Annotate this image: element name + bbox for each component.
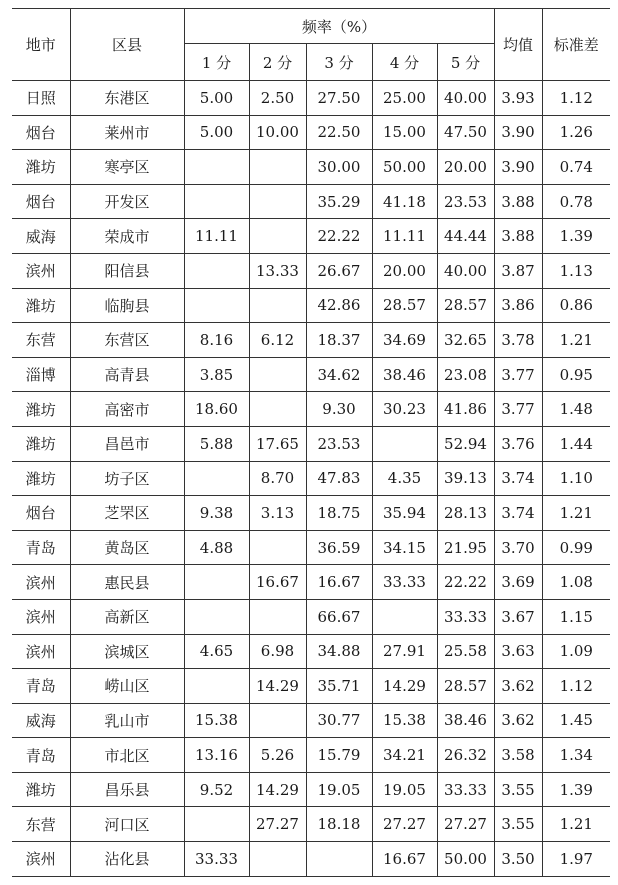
- cell-city: 潍坊: [12, 392, 70, 427]
- cell-mean: 3.90: [494, 115, 542, 150]
- cell-city: 滨州: [12, 565, 70, 600]
- cell-freq-3: 35.71: [306, 669, 372, 704]
- cell-freq-5: 50.00: [437, 842, 494, 877]
- cell-freq-4: 28.57: [372, 288, 437, 323]
- table-row: [12, 807, 610, 842]
- cell-freq-3: 9.30: [306, 392, 372, 427]
- cell-freq-5: 28.57: [437, 288, 494, 323]
- cell-freq-2: 10.00: [249, 115, 306, 150]
- cell-district: 阳信县: [70, 253, 184, 288]
- cell-sd: 1.34: [542, 738, 610, 773]
- header-score-3: 3 分: [306, 44, 372, 81]
- header-score-2: 2 分: [249, 44, 306, 81]
- cell-freq-5: 33.33: [437, 772, 494, 807]
- table-row: [12, 772, 610, 807]
- cell-sd: 1.26: [542, 115, 610, 150]
- cell-city: 威海: [12, 703, 70, 738]
- header-city: 地市: [12, 9, 70, 81]
- cell-freq-5: 33.33: [437, 599, 494, 634]
- cell-district: 东港区: [70, 81, 184, 116]
- cell-city: 烟台: [12, 496, 70, 531]
- cell-sd: 1.12: [542, 81, 610, 116]
- cell-freq-5: 26.32: [437, 738, 494, 773]
- cell-freq-2: 3.13: [249, 496, 306, 531]
- cell-mean: 3.76: [494, 426, 542, 461]
- cell-mean: 3.50: [494, 842, 542, 877]
- cell-freq-4: 20.00: [372, 253, 437, 288]
- header-district: 区县: [70, 9, 184, 81]
- cell-freq-2: [249, 842, 306, 877]
- header-score-1: 1 分: [184, 44, 249, 81]
- cell-freq-2: 16.67: [249, 565, 306, 600]
- cell-freq-5: 23.53: [437, 184, 494, 219]
- cell-district: 昌乐县: [70, 772, 184, 807]
- cell-freq-4: [372, 599, 437, 634]
- cell-freq-1: [184, 288, 249, 323]
- cell-mean: 3.93: [494, 81, 542, 116]
- cell-freq-5: 25.58: [437, 634, 494, 669]
- cell-freq-3: 18.75: [306, 496, 372, 531]
- cell-freq-3: 27.50: [306, 81, 372, 116]
- table-row: [12, 357, 610, 392]
- cell-city: 东营: [12, 807, 70, 842]
- cell-freq-3: 47.83: [306, 461, 372, 496]
- cell-freq-4: 34.15: [372, 530, 437, 565]
- cell-freq-1: 9.52: [184, 772, 249, 807]
- cell-sd: 1.13: [542, 253, 610, 288]
- cell-freq-3: 18.18: [306, 807, 372, 842]
- cell-freq-4: 35.94: [372, 496, 437, 531]
- cell-city: 滨州: [12, 253, 70, 288]
- table-row: [12, 426, 610, 461]
- header-mean: 均值: [494, 9, 542, 81]
- table-header: [12, 9, 610, 81]
- cell-district: 坊子区: [70, 461, 184, 496]
- cell-freq-3: 34.62: [306, 357, 372, 392]
- cell-sd: 1.45: [542, 703, 610, 738]
- cell-district: 崂山区: [70, 669, 184, 704]
- cell-city: 青岛: [12, 738, 70, 773]
- cell-freq-1: [184, 669, 249, 704]
- cell-city: 烟台: [12, 115, 70, 150]
- cell-freq-4: 11.11: [372, 219, 437, 254]
- cell-freq-3: 18.37: [306, 323, 372, 358]
- cell-freq-5: 27.27: [437, 807, 494, 842]
- cell-freq-2: 5.26: [249, 738, 306, 773]
- cell-freq-1: 4.65: [184, 634, 249, 669]
- cell-freq-4: 34.69: [372, 323, 437, 358]
- cell-freq-4: 25.00: [372, 81, 437, 116]
- cell-mean: 3.62: [494, 669, 542, 704]
- cell-district: 沾化县: [70, 842, 184, 877]
- cell-district: 高新区: [70, 599, 184, 634]
- cell-freq-3: 36.59: [306, 530, 372, 565]
- cell-freq-2: 14.29: [249, 772, 306, 807]
- cell-sd: 1.97: [542, 842, 610, 877]
- table-row: [12, 738, 610, 773]
- cell-city: 东营: [12, 323, 70, 358]
- cell-sd: 0.86: [542, 288, 610, 323]
- cell-freq-4: 38.46: [372, 357, 437, 392]
- cell-freq-1: 5.00: [184, 81, 249, 116]
- table-row: [12, 392, 610, 427]
- cell-freq-1: [184, 599, 249, 634]
- cell-freq-1: 11.11: [184, 219, 249, 254]
- cell-city: 滨州: [12, 842, 70, 877]
- cell-freq-1: 9.38: [184, 496, 249, 531]
- cell-freq-2: [249, 599, 306, 634]
- cell-freq-2: 13.33: [249, 253, 306, 288]
- table-row: [12, 184, 610, 219]
- cell-district: 东营区: [70, 323, 184, 358]
- cell-freq-2: [249, 288, 306, 323]
- cell-freq-5: 41.86: [437, 392, 494, 427]
- cell-freq-1: [184, 253, 249, 288]
- cell-city: 烟台: [12, 184, 70, 219]
- cell-city: 淄博: [12, 357, 70, 392]
- cell-district: 滨城区: [70, 634, 184, 669]
- frequency-table: [12, 8, 610, 877]
- cell-freq-5: 39.13: [437, 461, 494, 496]
- cell-mean: 3.69: [494, 565, 542, 600]
- cell-freq-2: 17.65: [249, 426, 306, 461]
- cell-district: 黄岛区: [70, 530, 184, 565]
- cell-city: 青岛: [12, 530, 70, 565]
- cell-sd: 1.39: [542, 772, 610, 807]
- table-row: [12, 599, 610, 634]
- cell-sd: 1.09: [542, 634, 610, 669]
- cell-sd: 1.08: [542, 565, 610, 600]
- table-row: [12, 81, 610, 116]
- cell-district: 芝罘区: [70, 496, 184, 531]
- cell-freq-5: 44.44: [437, 219, 494, 254]
- cell-sd: 1.15: [542, 599, 610, 634]
- cell-city: 威海: [12, 219, 70, 254]
- table-row: [12, 496, 610, 531]
- cell-mean: 3.62: [494, 703, 542, 738]
- cell-sd: 1.21: [542, 496, 610, 531]
- cell-district: 乳山市: [70, 703, 184, 738]
- cell-freq-3: 34.88: [306, 634, 372, 669]
- cell-district: 高青县: [70, 357, 184, 392]
- cell-freq-4: 15.38: [372, 703, 437, 738]
- cell-city: 滨州: [12, 599, 70, 634]
- cell-mean: 3.55: [494, 807, 542, 842]
- cell-city: 滨州: [12, 634, 70, 669]
- cell-freq-4: 33.33: [372, 565, 437, 600]
- cell-freq-3: 19.05: [306, 772, 372, 807]
- cell-city: 日照: [12, 81, 70, 116]
- cell-freq-1: 4.88: [184, 530, 249, 565]
- cell-freq-3: 22.22: [306, 219, 372, 254]
- cell-sd: 1.21: [542, 807, 610, 842]
- cell-district: 莱州市: [70, 115, 184, 150]
- cell-freq-5: 32.65: [437, 323, 494, 358]
- table-row: [12, 253, 610, 288]
- cell-freq-2: 27.27: [249, 807, 306, 842]
- cell-freq-3: 35.29: [306, 184, 372, 219]
- cell-freq-5: 28.13: [437, 496, 494, 531]
- table-row: [12, 219, 610, 254]
- cell-mean: 3.88: [494, 219, 542, 254]
- header-sd: 标准差: [542, 9, 610, 81]
- table-row: [12, 669, 610, 704]
- cell-city: 潍坊: [12, 426, 70, 461]
- cell-freq-4: 15.00: [372, 115, 437, 150]
- cell-mean: 3.70: [494, 530, 542, 565]
- cell-district: 荣成市: [70, 219, 184, 254]
- cell-city: 潍坊: [12, 150, 70, 185]
- cell-city: 青岛: [12, 669, 70, 704]
- cell-freq-1: 3.85: [184, 357, 249, 392]
- cell-freq-4: 50.00: [372, 150, 437, 185]
- cell-freq-2: [249, 184, 306, 219]
- cell-freq-5: 52.94: [437, 426, 494, 461]
- cell-freq-3: 26.67: [306, 253, 372, 288]
- header-frequency: 频率（%）: [184, 9, 494, 44]
- cell-freq-2: [249, 357, 306, 392]
- cell-freq-3: 15.79: [306, 738, 372, 773]
- cell-district: 河口区: [70, 807, 184, 842]
- cell-freq-3: 30.00: [306, 150, 372, 185]
- cell-mean: 3.87: [494, 253, 542, 288]
- cell-freq-2: 8.70: [249, 461, 306, 496]
- cell-district: 临朐县: [70, 288, 184, 323]
- table-row: [12, 461, 610, 496]
- cell-sd: 1.44: [542, 426, 610, 461]
- cell-freq-4: 34.21: [372, 738, 437, 773]
- table-row: [12, 530, 610, 565]
- cell-freq-3: 66.67: [306, 599, 372, 634]
- cell-sd: 0.78: [542, 184, 610, 219]
- cell-freq-5: 23.08: [437, 357, 494, 392]
- cell-sd: 0.99: [542, 530, 610, 565]
- cell-city: 潍坊: [12, 772, 70, 807]
- table-row: [12, 115, 610, 150]
- cell-freq-2: [249, 392, 306, 427]
- cell-sd: 0.74: [542, 150, 610, 185]
- cell-mean: 3.86: [494, 288, 542, 323]
- cell-freq-2: 2.50: [249, 81, 306, 116]
- cell-sd: 1.48: [542, 392, 610, 427]
- cell-freq-4: 19.05: [372, 772, 437, 807]
- cell-freq-1: 5.88: [184, 426, 249, 461]
- cell-district: 开发区: [70, 184, 184, 219]
- cell-freq-2: [249, 219, 306, 254]
- cell-district: 寒亭区: [70, 150, 184, 185]
- cell-freq-4: 27.91: [372, 634, 437, 669]
- cell-freq-1: [184, 565, 249, 600]
- cell-sd: 1.39: [542, 219, 610, 254]
- cell-freq-4: 16.67: [372, 842, 437, 877]
- cell-sd: 0.95: [542, 357, 610, 392]
- cell-district: 惠民县: [70, 565, 184, 600]
- cell-freq-2: 6.12: [249, 323, 306, 358]
- table-row: [12, 703, 610, 738]
- cell-freq-2: [249, 530, 306, 565]
- table-row: [12, 288, 610, 323]
- cell-freq-5: 40.00: [437, 81, 494, 116]
- cell-freq-4: 41.18: [372, 184, 437, 219]
- cell-freq-1: 15.38: [184, 703, 249, 738]
- cell-freq-1: 13.16: [184, 738, 249, 773]
- cell-freq-5: 21.95: [437, 530, 494, 565]
- cell-sd: 1.10: [542, 461, 610, 496]
- cell-district: 高密市: [70, 392, 184, 427]
- cell-freq-4: 4.35: [372, 461, 437, 496]
- cell-freq-2: 14.29: [249, 669, 306, 704]
- cell-freq-5: 40.00: [437, 253, 494, 288]
- cell-freq-5: 38.46: [437, 703, 494, 738]
- cell-mean: 3.55: [494, 772, 542, 807]
- cell-freq-3: [306, 842, 372, 877]
- cell-freq-1: 8.16: [184, 323, 249, 358]
- cell-sd: 1.12: [542, 669, 610, 704]
- cell-freq-1: [184, 807, 249, 842]
- cell-mean: 3.67: [494, 599, 542, 634]
- cell-freq-1: [184, 150, 249, 185]
- cell-freq-3: 30.77: [306, 703, 372, 738]
- cell-mean: 3.77: [494, 392, 542, 427]
- cell-freq-3: 22.50: [306, 115, 372, 150]
- cell-city: 潍坊: [12, 288, 70, 323]
- table-row: [12, 323, 610, 358]
- cell-freq-1: 18.60: [184, 392, 249, 427]
- table-row: [12, 842, 610, 877]
- cell-mean: 3.77: [494, 357, 542, 392]
- cell-mean: 3.78: [494, 323, 542, 358]
- cell-freq-2: 6.98: [249, 634, 306, 669]
- cell-freq-4: 30.23: [372, 392, 437, 427]
- cell-sd: 1.21: [542, 323, 610, 358]
- cell-freq-3: 16.67: [306, 565, 372, 600]
- table-row: [12, 565, 610, 600]
- cell-freq-4: [372, 426, 437, 461]
- header-score-4: 4 分: [372, 44, 437, 81]
- cell-freq-1: 33.33: [184, 842, 249, 877]
- cell-mean: 3.74: [494, 461, 542, 496]
- cell-mean: 3.63: [494, 634, 542, 669]
- table-body: [12, 81, 610, 877]
- cell-mean: 3.74: [494, 496, 542, 531]
- cell-city: 潍坊: [12, 461, 70, 496]
- cell-freq-5: 20.00: [437, 150, 494, 185]
- cell-freq-4: 27.27: [372, 807, 437, 842]
- cell-freq-1: 5.00: [184, 115, 249, 150]
- table-row: [12, 634, 610, 669]
- cell-freq-2: [249, 150, 306, 185]
- cell-freq-5: 22.22: [437, 565, 494, 600]
- cell-freq-1: [184, 184, 249, 219]
- cell-freq-2: [249, 703, 306, 738]
- cell-mean: 3.90: [494, 150, 542, 185]
- cell-freq-5: 47.50: [437, 115, 494, 150]
- cell-freq-4: 14.29: [372, 669, 437, 704]
- cell-district: 昌邑市: [70, 426, 184, 461]
- cell-mean: 3.88: [494, 184, 542, 219]
- cell-mean: 3.58: [494, 738, 542, 773]
- cell-freq-3: 23.53: [306, 426, 372, 461]
- cell-freq-1: [184, 461, 249, 496]
- table-row: [12, 150, 610, 185]
- cell-freq-5: 28.57: [437, 669, 494, 704]
- cell-district: 市北区: [70, 738, 184, 773]
- cell-freq-3: 42.86: [306, 288, 372, 323]
- header-score-5: 5 分: [437, 44, 494, 81]
